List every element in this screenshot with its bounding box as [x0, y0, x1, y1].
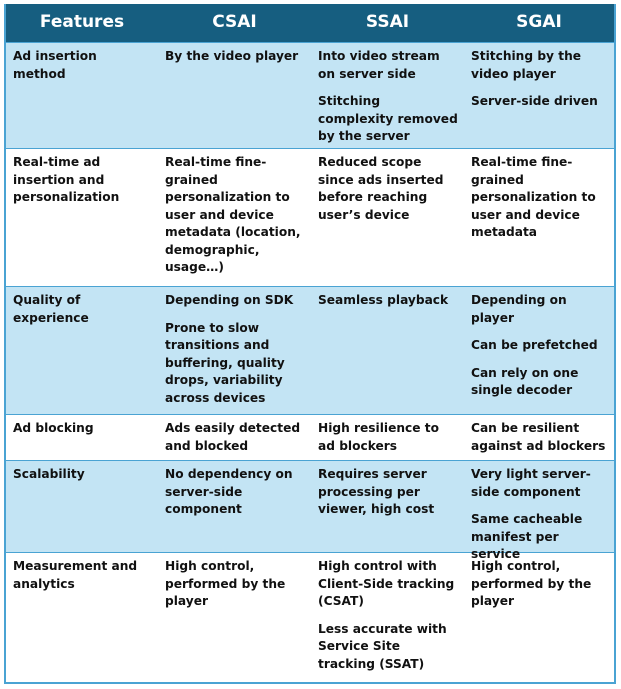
cell-text: Depending on player [471, 293, 567, 325]
cell-text: Same cacheable manifest per service [471, 512, 583, 561]
ssai-cell [311, 287, 464, 414]
cell-text: Very light server-side component [471, 467, 591, 499]
cell-text: Real-time fine-grained personalization to user and device metadata (location, demographic, usage…) [165, 155, 301, 274]
cell-text: Reduced scope since ads inserted before reaching user’s device [318, 155, 444, 222]
feature-cell [6, 553, 158, 682]
sgai-cell [464, 287, 614, 414]
csai-cell [158, 287, 311, 414]
cell-text: Prone to slow transitions and buffering, quality drops, variability across devices [165, 320, 285, 405]
cell-text: High control with Client-Side tracking (CSAT) [318, 559, 455, 608]
feature-label: Measurement and analytics [13, 559, 138, 591]
csai-cell [158, 553, 311, 682]
sgai-cell [464, 415, 614, 460]
header-features: Features [39, 12, 125, 33]
sgai-cell [464, 149, 614, 286]
csai-cell [158, 149, 311, 286]
cell-text: Can be resilient against ad blockers [471, 421, 606, 453]
cell-text: High control, performed by the player [165, 559, 286, 608]
sgai-cell [464, 461, 614, 561]
feature-cell [6, 415, 158, 460]
feature-label: Scalability [13, 467, 85, 481]
header-csai: CSAI [212, 12, 257, 33]
feature-label: Real-time ad insertion and personalization [13, 155, 120, 204]
cell-text: Ads easily detected and blocked [165, 421, 301, 453]
cell-text: Real-time fine-grained personalization to user and device metadata [471, 155, 596, 239]
ssai-cell [311, 461, 464, 552]
cell-text: By the video player [165, 49, 299, 63]
table-row [6, 286, 614, 414]
sgai-cell [464, 553, 614, 682]
feature-cell [6, 461, 158, 552]
cell-text: Can be prefetched [471, 338, 598, 352]
cell-text: Requires server processing per viewer, high cost [318, 467, 435, 516]
ssai-cell [311, 43, 464, 148]
feature-cell [6, 287, 158, 414]
feature-cell [6, 43, 158, 148]
csai-cell [158, 43, 311, 148]
cell-text: No dependency on server-side component [165, 467, 293, 516]
cell-text: Into video stream on server side [318, 49, 440, 81]
table-row [6, 42, 614, 148]
ssai-cell [311, 149, 464, 286]
cell-text: Less accurate with Service Site tracking (SSAT) [318, 621, 447, 671]
cell-text: Stitching complexity removed by the server [318, 94, 458, 143]
table-header-row [6, 4, 614, 42]
cell-text: Depending on SDK [165, 293, 294, 307]
header-sgai: SGAI [516, 12, 562, 33]
comparison-table [4, 4, 616, 684]
cell-text: Stitching by the video player [471, 49, 582, 81]
cell-text: Seamless playback [318, 293, 449, 307]
table-row [6, 414, 614, 460]
csai-cell [158, 461, 311, 552]
csai-cell [158, 415, 311, 460]
cell-text: High control, performed by the player [471, 559, 592, 608]
header-ssai: SSAI [365, 12, 410, 33]
feature-label: Quality of experience [13, 293, 89, 325]
feature-label: Ad insertion method [13, 49, 97, 81]
cell-text: Server-side driven [471, 94, 598, 108]
cell-text: Can rely on one single decoder [471, 365, 579, 397]
sgai-cell [464, 43, 614, 148]
feature-cell [6, 149, 158, 286]
ssai-cell [311, 415, 464, 460]
table-row [6, 148, 614, 286]
table-row [6, 460, 614, 561]
ssai-cell [311, 553, 464, 682]
cell-text: High resilience to ad blockers [318, 421, 439, 453]
table-row [6, 552, 614, 682]
feature-label: Ad blocking [13, 421, 94, 435]
